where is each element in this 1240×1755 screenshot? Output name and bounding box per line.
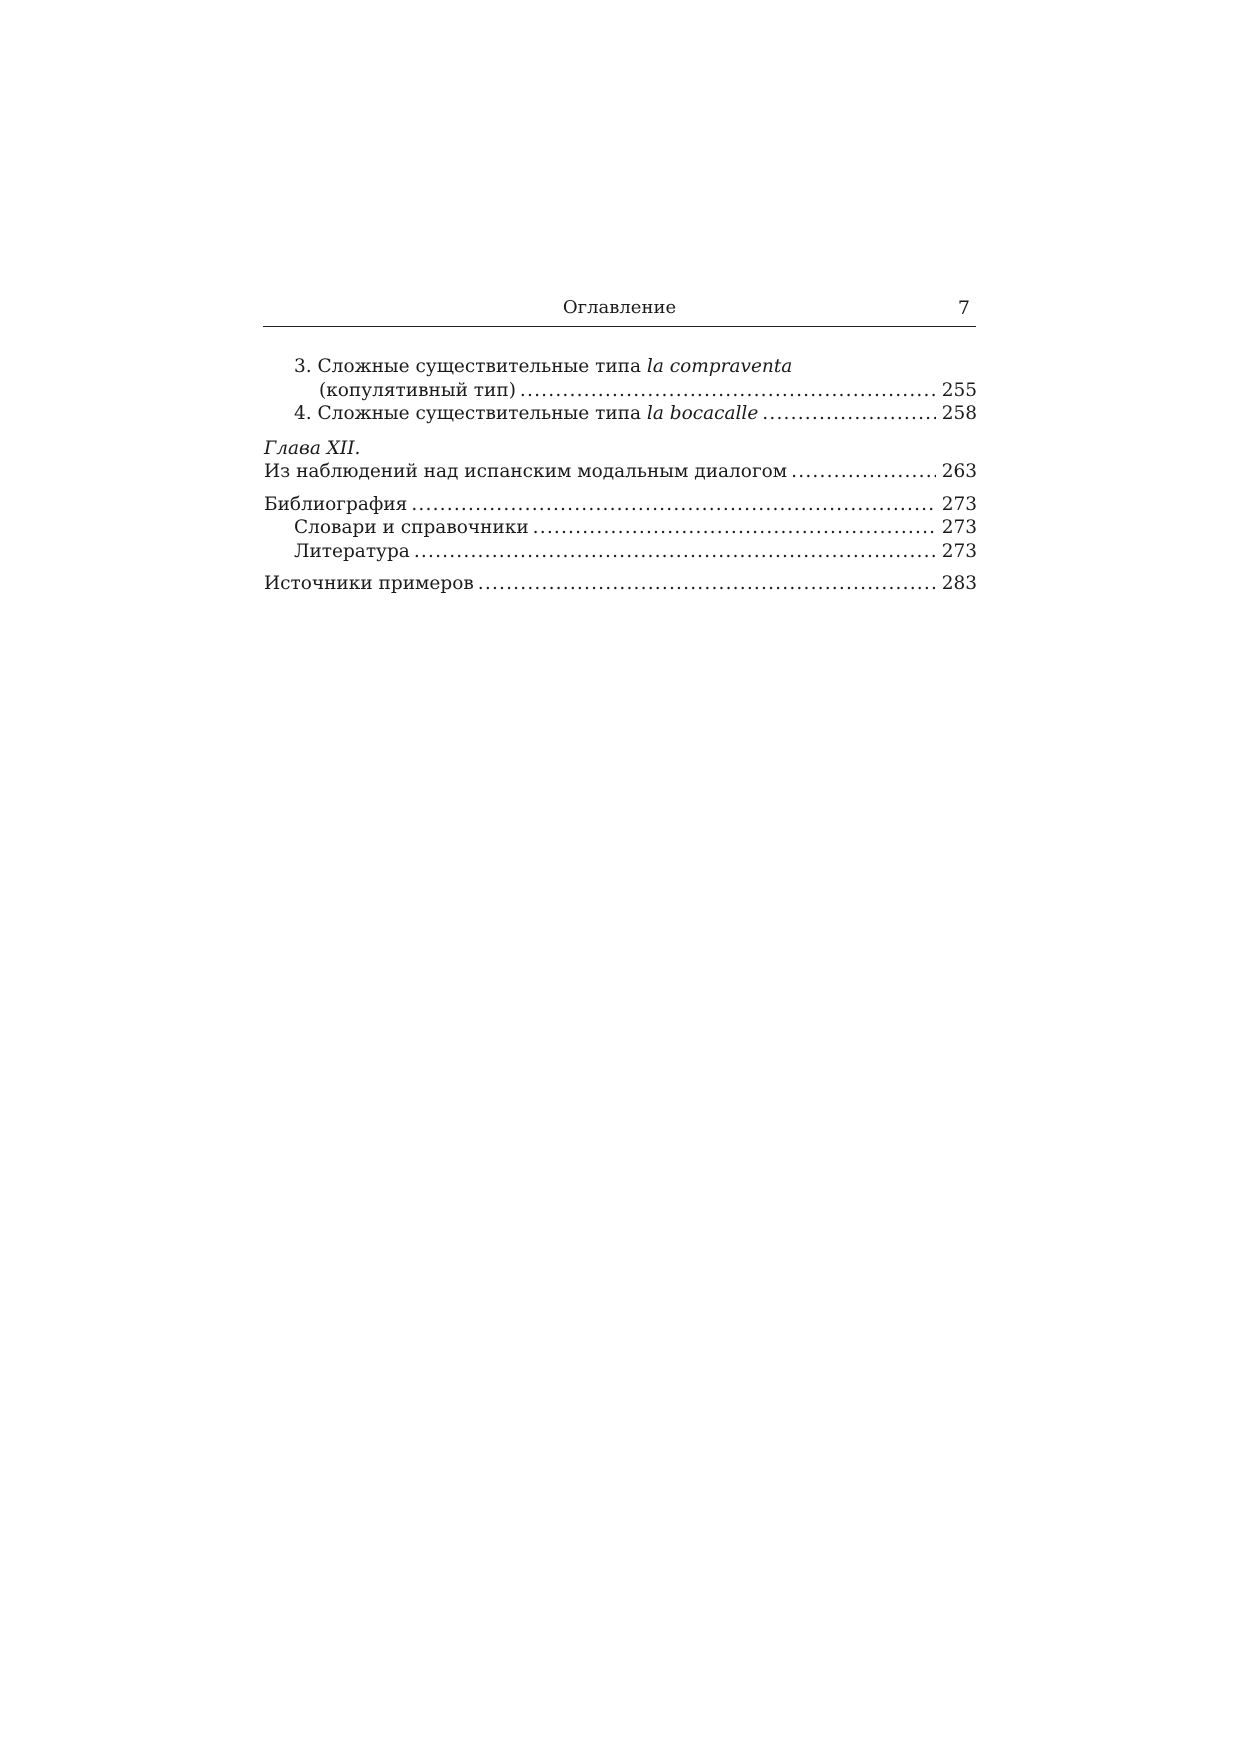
toc-page-number: 273 [941, 517, 977, 538]
toc-entry-label: Из наблюдений над испанским модальным диалогом [264, 461, 788, 482]
toc-entry-item3-line2 [264, 379, 977, 403]
table-of-contents [264, 355, 977, 596]
toc-entry-item4 [264, 402, 977, 426]
toc-entry-bibliography [264, 493, 977, 517]
toc-entry-label: Литература [294, 540, 410, 562]
toc-page-number: 283 [941, 573, 977, 594]
toc-chapter-heading [264, 437, 977, 461]
running-header [263, 296, 976, 327]
toc-page-number: 258 [941, 403, 977, 424]
dot-leader [414, 540, 936, 564]
toc-entry-literature [264, 540, 977, 564]
toc-entry-item3-line1 [264, 355, 977, 379]
toc-entry-sources [264, 572, 977, 596]
toc-page-number: 255 [941, 379, 977, 401]
toc-entry-dictionaries [264, 516, 977, 540]
toc-page-number: 273 [941, 540, 977, 562]
dot-leader [478, 572, 936, 596]
toc-entry-label: Словари и справочники [294, 517, 529, 538]
toc-entry-label: Источники примеров [264, 573, 474, 594]
dot-leader [520, 379, 936, 403]
toc-entry-label: (копулятивный тип) [319, 379, 516, 401]
dot-leader [762, 402, 935, 426]
toc-entry-chapter12 [264, 460, 977, 484]
header-page-number: 7 [957, 297, 970, 319]
toc-entry-label: Библиография [264, 493, 408, 515]
dot-leader [533, 516, 936, 540]
toc-entry-label: 3. Сложные существительные типа la compraventa [294, 356, 793, 377]
dot-leader [791, 460, 936, 484]
toc-page-number: 273 [941, 493, 977, 515]
header-title: Оглавление [562, 297, 677, 318]
toc-page-number: 263 [941, 461, 977, 482]
toc-entry-label: 4. Сложные существительные типа la bocacalle [294, 403, 759, 424]
chapter-label: Глава XII. [264, 437, 361, 459]
dot-leader [411, 493, 935, 517]
